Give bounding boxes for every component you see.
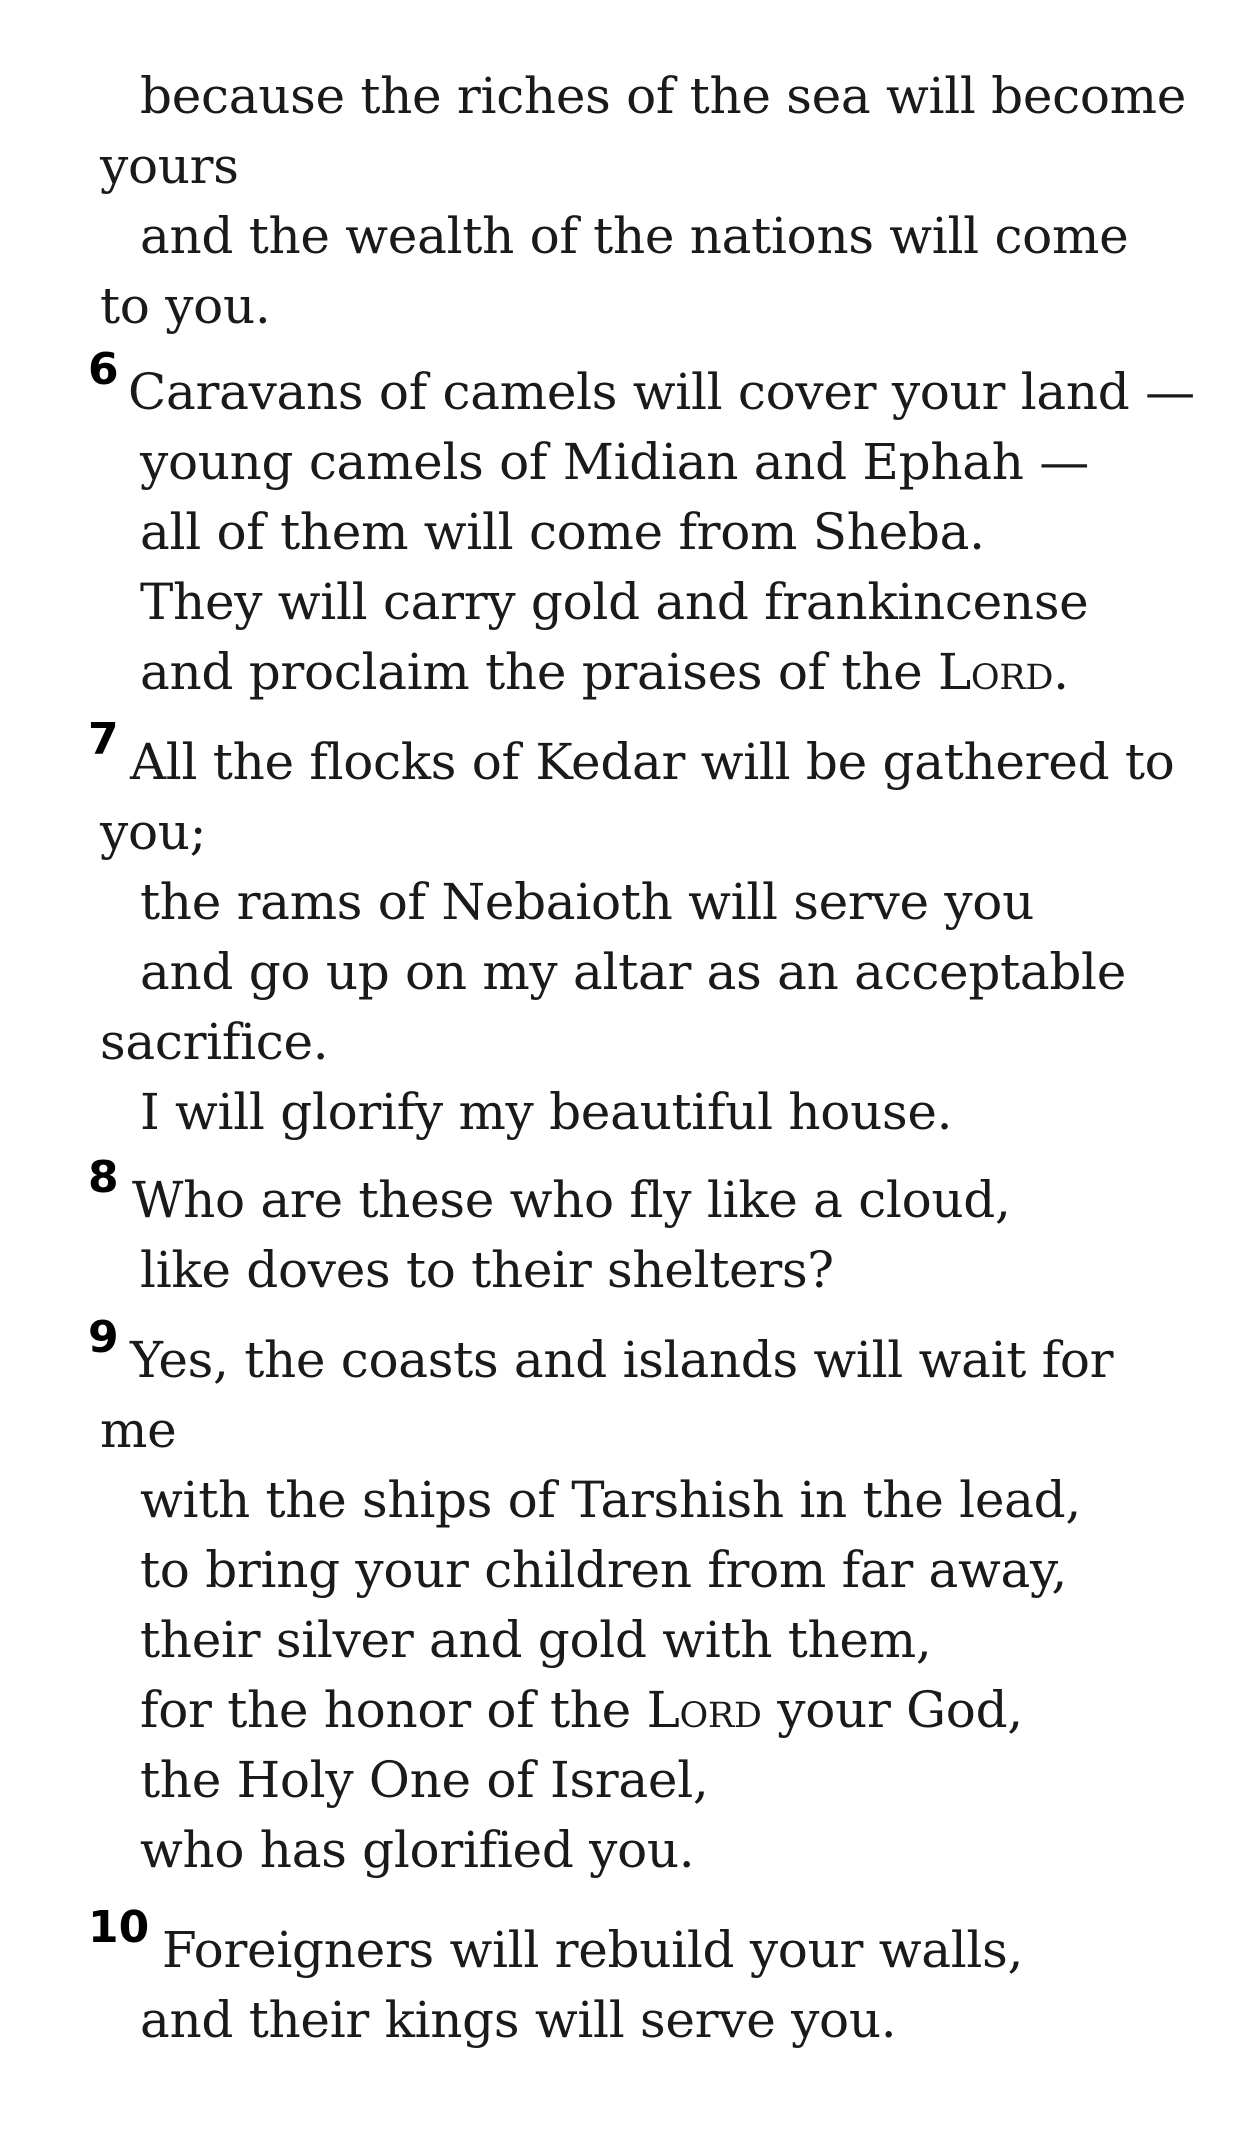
poetry-line: like doves to their shelters?: [140, 1241, 834, 1299]
verse-number: 10: [88, 1902, 150, 1953]
poetry-line: [140, 1680, 1023, 1740]
poetry-line: their silver and gold with them,: [140, 1611, 932, 1669]
line-text: your God,: [761, 1681, 1023, 1739]
poetry-line: [140, 642, 1069, 702]
poetry-line: the Holy One of Israel,: [140, 1751, 709, 1809]
poetry-line: Caravans of camels will cover your land —: [128, 363, 1195, 421]
poetry-line: because the riches of the sea will become: [140, 67, 1187, 125]
poetry-line: all of them will come from Sheba.: [140, 503, 985, 561]
poetry-line: me: [100, 1401, 177, 1459]
poetry-line: to bring your children from far away,: [140, 1541, 1067, 1599]
poetry-line: you;: [100, 803, 207, 861]
divine-name: Lord: [646, 1681, 762, 1739]
poetry-line: the rams of Nebaioth will serve you: [140, 873, 1034, 931]
divine-name: Lord: [938, 643, 1054, 701]
verse-number: 7: [88, 714, 119, 765]
poetry-line: and the wealth of the nations will come: [140, 207, 1129, 265]
line-punctuation: .: [1053, 643, 1069, 701]
poetry-line: who has glorified you.: [140, 1821, 695, 1879]
poetry-line: I will glorify my beautiful house.: [140, 1083, 953, 1141]
poetry-line: They will carry gold and frankincense: [140, 573, 1089, 631]
poetry-line: young camels of Midian and Ephah —: [140, 433, 1089, 491]
poetry-line: and their kings will serve you.: [140, 1991, 897, 2049]
poetry-line: with the ships of Tarshish in the lead,: [140, 1471, 1081, 1529]
poetry-line: and go up on my altar as an acceptable: [140, 943, 1127, 1001]
poetry-line: sacrifice.: [100, 1013, 329, 1071]
verse-number: 9: [88, 1312, 119, 1363]
line-text: and proclaim the praises of the: [140, 643, 938, 701]
poetry-line: Yes, the coasts and islands will wait for: [130, 1331, 1114, 1389]
poetry-line: yours: [100, 137, 239, 195]
poetry-line: All the flocks of Kedar will be gathered to: [130, 733, 1175, 791]
verse-number: 8: [88, 1152, 119, 1203]
poetry-line: Who are these who fly like a cloud,: [132, 1171, 1011, 1229]
poetry-line: Foreigners will rebuild your walls,: [162, 1921, 1024, 1979]
line-text: for the honor of the: [140, 1681, 647, 1739]
verse-number: 6: [88, 344, 119, 395]
poetry-line: to you.: [100, 277, 271, 335]
